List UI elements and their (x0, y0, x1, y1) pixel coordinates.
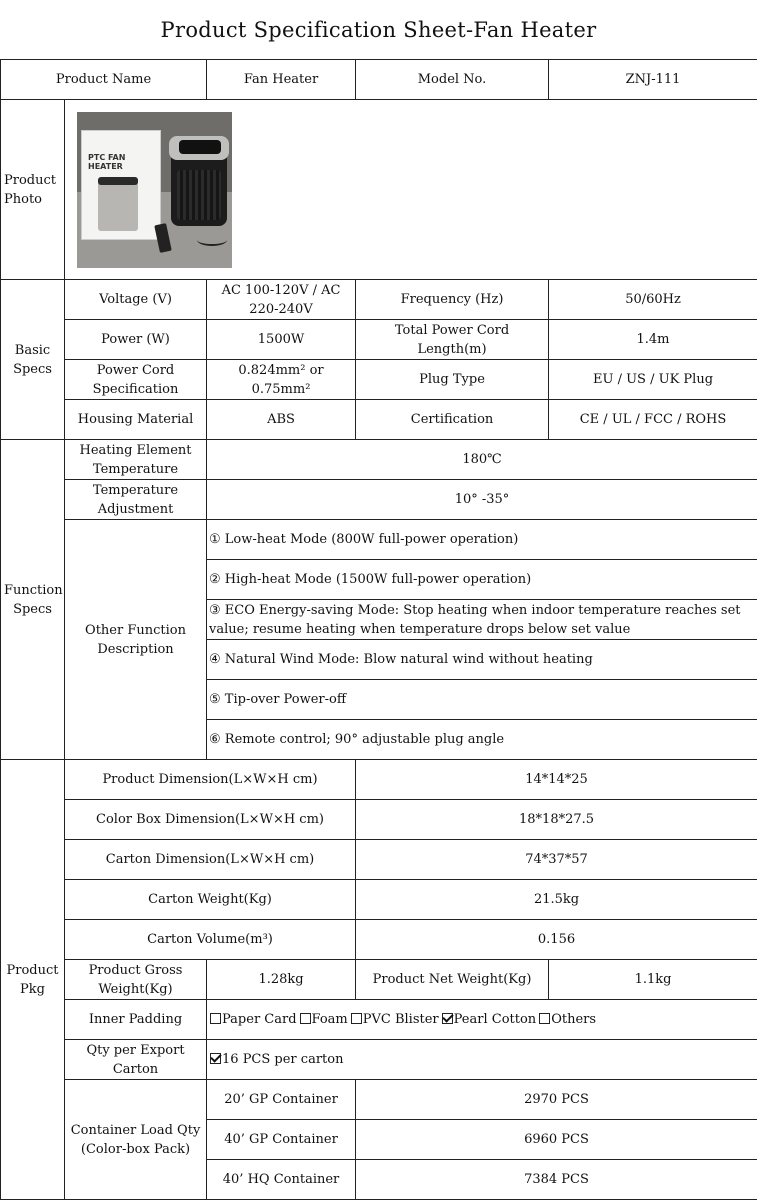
container-load-label: Container Load Qty (Color-box Pack) (65, 1080, 207, 1200)
power-label: Power (W) (65, 320, 207, 360)
padding-checkbox[interactable] (442, 1013, 453, 1024)
housing-row (1, 400, 757, 440)
carton-volume-value: 0.156 (356, 920, 757, 960)
qty-value: 16 PCS per carton (222, 1052, 344, 1067)
net-weight-label: Product Net Weight(Kg) (356, 960, 549, 1000)
product-photo-label: Product Photo (1, 100, 65, 280)
box-dim-label: Color Box Dimension(L×W×H cm) (65, 800, 356, 840)
padding-option-label: Foam (311, 1012, 348, 1027)
other-function-label: Other Function Description (65, 520, 207, 760)
container-qty: 2970 PCS (356, 1080, 757, 1120)
padding-option[interactable] (300, 1012, 348, 1027)
cord-length-label: Total Power Cord Length(m) (356, 320, 549, 360)
cord-row (1, 360, 757, 400)
function-item: ⑥ Remote control; 90° adjustable plug angle (207, 720, 757, 760)
product-name-label: Product Name (1, 60, 207, 100)
carton-dim-value: 74*37*57 (356, 840, 757, 880)
cord-spec-label: Power Cord Specification (65, 360, 207, 400)
heating-temp-label: Heating Element Temperature (65, 440, 207, 480)
box-dim-row (1, 800, 757, 840)
net-weight-value: 1.1kg (549, 960, 757, 1000)
padding-option[interactable] (210, 1012, 297, 1027)
temp-adjust-row (1, 480, 757, 520)
color-box-image (81, 130, 161, 240)
temp-adjust-label: Temperature Adjustment (65, 480, 207, 520)
product-pkg-label: Product Pkg (1, 760, 65, 1200)
qty-cell (207, 1040, 757, 1080)
carton-dim-label: Carton Dimension(L×W×H cm) (65, 840, 356, 880)
carton-weight-label: Carton Weight(Kg) (65, 880, 356, 920)
basic-specs-label: Basic Specs (1, 280, 65, 440)
container-qty: 6960 PCS (356, 1120, 757, 1160)
carton-volume-row (1, 920, 757, 960)
photo-row (1, 100, 757, 280)
weight-row (1, 960, 757, 1000)
product-dim-label: Product Dimension(L×W×H cm) (65, 760, 356, 800)
power-row (1, 320, 757, 360)
qty-row (1, 1040, 757, 1080)
container-name: 20’ GP Container (207, 1080, 356, 1120)
padding-option[interactable] (539, 1012, 596, 1027)
product-name-value: Fan Heater (207, 60, 356, 100)
certification-label: Certification (356, 400, 549, 440)
product-photo (77, 112, 232, 268)
padding-checkbox[interactable] (539, 1013, 550, 1024)
carton-volume-label: Carton Volume(m³) (65, 920, 356, 960)
power-value: 1500W (207, 320, 356, 360)
padding-option-label: Others (551, 1012, 597, 1027)
function-item: ③ ECO Energy-saving Mode: Stop heating when indoor temperature reaches set value; resume heating when temperature drops below set value (207, 600, 757, 640)
container-row (1, 1080, 757, 1120)
inner-padding-label: Inner Padding (65, 1000, 207, 1040)
padding-option[interactable] (351, 1012, 439, 1027)
plug-type-label: Plug Type (356, 360, 549, 400)
frequency-value: 50/60Hz (549, 280, 757, 320)
container-name: 40’ GP Container (207, 1120, 356, 1160)
inner-padding-options (207, 1000, 757, 1040)
container-name: 40’ HQ Container (207, 1160, 356, 1200)
qty-checkbox[interactable] (210, 1053, 221, 1064)
spec-table (0, 59, 757, 1200)
function-item: ② High-heat Mode (1500W full-power operation) (207, 560, 757, 600)
heating-temp-value: 180℃ (207, 440, 757, 480)
heater-image (171, 142, 227, 226)
gross-weight-value: 1.28kg (207, 960, 356, 1000)
housing-value: ABS (207, 400, 356, 440)
padding-checkbox[interactable] (300, 1013, 311, 1024)
box-print-text: PTC FAN HEATER (88, 152, 126, 171)
padding-checkbox[interactable] (351, 1013, 362, 1024)
voltage-label: Voltage (V) (65, 280, 207, 320)
heating-temp-row (1, 440, 757, 480)
carton-dim-row (1, 840, 757, 880)
container-qty: 7384 PCS (356, 1160, 757, 1200)
product-dim-value: 14*14*25 (356, 760, 757, 800)
page-title: Product Specification Sheet-Fan Heater (160, 17, 597, 42)
carton-weight-row (1, 880, 757, 920)
temp-adjust-value: 10° -35° (207, 480, 757, 520)
padding-checkbox[interactable] (210, 1013, 221, 1024)
plug-type-value: EU / US / UK Plug (549, 360, 757, 400)
function-item-row (1, 520, 757, 560)
cord-length-value: 1.4m (549, 320, 757, 360)
frequency-label: Frequency (Hz) (356, 280, 549, 320)
box-dim-value: 18*18*27.5 (356, 800, 757, 840)
padding-option-label: Pearl Cotton (453, 1012, 537, 1027)
function-item: ④ Natural Wind Mode: Blow natural wind without heating (207, 640, 757, 680)
certification-value: CE / UL / FCC / ROHS (549, 400, 757, 440)
padding-option-label: Paper Card (222, 1012, 297, 1027)
qty-label: Qty per Export Carton (65, 1040, 207, 1080)
padding-option-label: PVC Blister (362, 1012, 439, 1027)
model-label: Model No. (356, 60, 549, 100)
product-dim-row (1, 760, 757, 800)
voltage-value: AC 100-120V / AC 220-240V (207, 280, 356, 320)
inner-padding-row (1, 1000, 757, 1040)
gross-weight-label: Product Gross Weight(Kg) (65, 960, 207, 1000)
product-photo-cell (65, 100, 757, 280)
carton-weight-value: 21.5kg (356, 880, 757, 920)
housing-label: Housing Material (65, 400, 207, 440)
function-item: ① Low-heat Mode (800W full-power operation) (207, 520, 757, 560)
function-specs-label: Function Specs (1, 440, 65, 760)
cord-spec-value: 0.824mm² or 0.75mm² (207, 360, 356, 400)
padding-option[interactable] (442, 1012, 537, 1027)
function-item: ⑤ Tip-over Power-off (207, 680, 757, 720)
model-value: ZNJ-111 (549, 60, 757, 100)
voltage-row (1, 280, 757, 320)
header-row (1, 60, 757, 100)
